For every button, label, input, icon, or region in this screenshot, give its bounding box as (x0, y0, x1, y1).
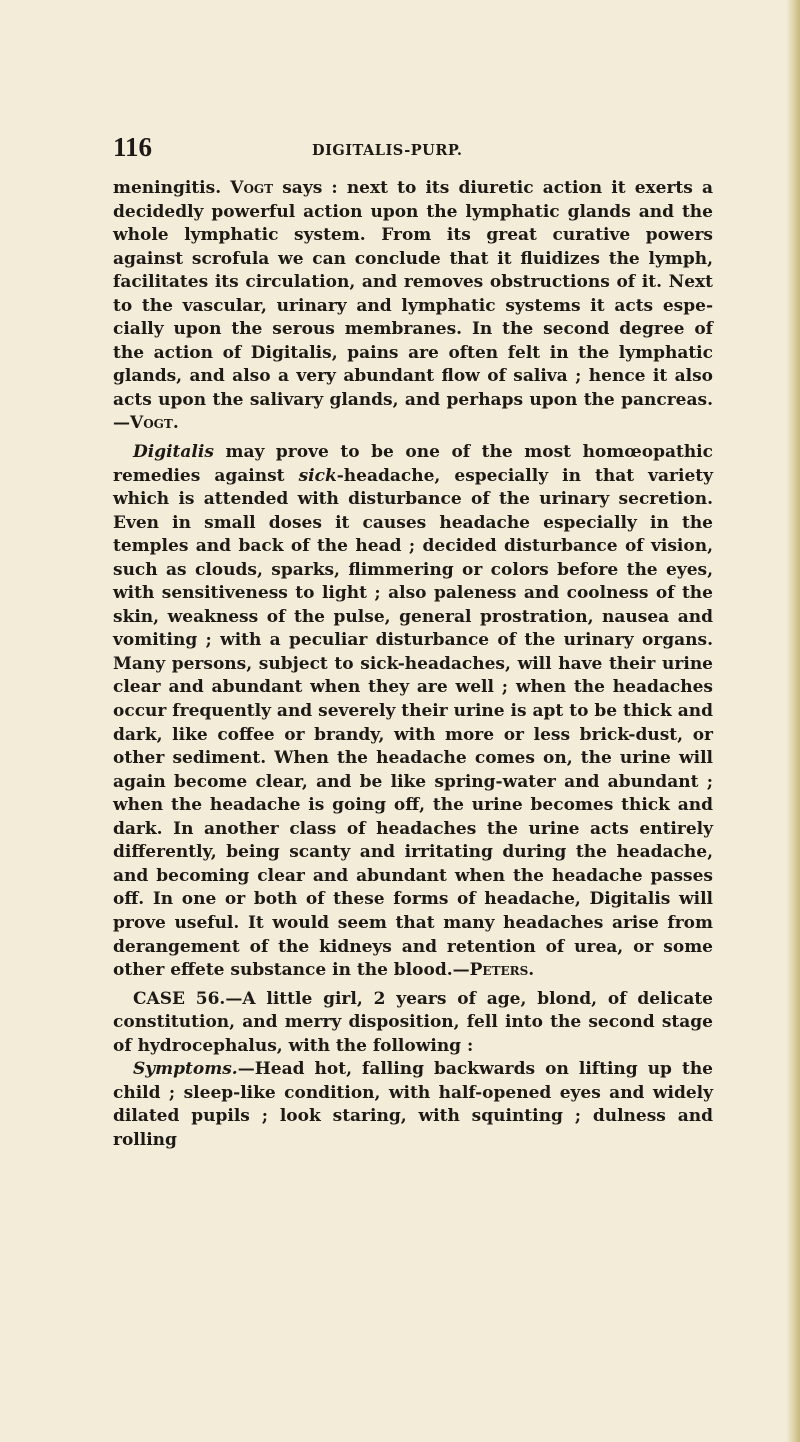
text-run: meningitis. (113, 178, 231, 198)
body-text (113, 177, 713, 1152)
text-run: may prove to be one of the most homœopathic remedies against (113, 442, 713, 486)
text-run: says : next to its diuretic action it exerts a decidedly powerful action upon the lymphatic glands and the whole lymphatic system. From its great curative powers against scrofula we can conclude that it fluidizes the lymph, facilitates its circulation, and removes obstructions of it. Next to the vascular, urinary and lymphatic systems it acts especially upon the serous membranes. In the second degree of the action of Digitalis, pains are often felt in the lymphatic glands, and also a very abundant flow of saliva ; hence it also acts upon the salivary glands, and perhaps upon the pancreas.— (113, 178, 713, 434)
running-head: DIGITALIS-PURP. (312, 142, 463, 159)
page-edge (786, 0, 800, 1442)
author-citation: Peters. (469, 960, 535, 981)
text-run: -headache, especially in that variety which is attended with disturbance of the urinary secretion. Even in small doses it causes headache especially in the temples and back of the head ; decided disturbance of vision, such as clouds, sparks, flimmering or colors before the eyes, with sensitiveness to light ; also paleness and coolness of the skin, weakness of the pulse, general prostration, nausea and vomiting ; with a peculiar disturbance of the urinary organs. Many persons, subject to sick-headaches, will have their urine clear and abundant when they are well ; when the headaches occur frequently and severely their urine is apt to be thick and dark, like coffee or brandy, with more or less brick-dust, or other sediment. When the headache comes on, the urine will again become clear, and be like spring-water and abundant ; when the headache is going off, the urine becomes thick and dark. In another class of headaches the urine acts entirely differently, being scanty and irritating during the headache, and becoming clear and abundant when the headache passes off. In one or both of these forms of headache, Digitalis will prove useful. It would seem that many headaches arise from derangement of the kidneys and retention of urea, or some other effete substance in the blood.— (113, 465, 713, 981)
symptoms-label: Symptoms. (133, 1059, 238, 1080)
case-heading-paragraph: CASE 56.—A little girl, 2 years of age, blond, of delicate constitution, and merry disposition, fell into the second stage of hydrocephalus, with the following : (113, 988, 713, 1056)
emphasis: sick (298, 465, 337, 486)
author-citation: Vogt. (130, 413, 179, 434)
page-header (113, 132, 713, 172)
remedy-name: Digitalis (133, 442, 214, 463)
page-number: 116 (113, 132, 153, 162)
paragraph-1 (113, 177, 713, 436)
paragraph-2 (113, 441, 713, 983)
text-run: —Head hot, falling backwards on lifting up the child ; sleep-like condition, with half-opened eyes and widely dilated pupils ; look staring, with squinting ; dulness and rolling (113, 1059, 713, 1150)
author-name: Vogt (230, 178, 274, 198)
symptoms-paragraph (113, 1058, 713, 1152)
